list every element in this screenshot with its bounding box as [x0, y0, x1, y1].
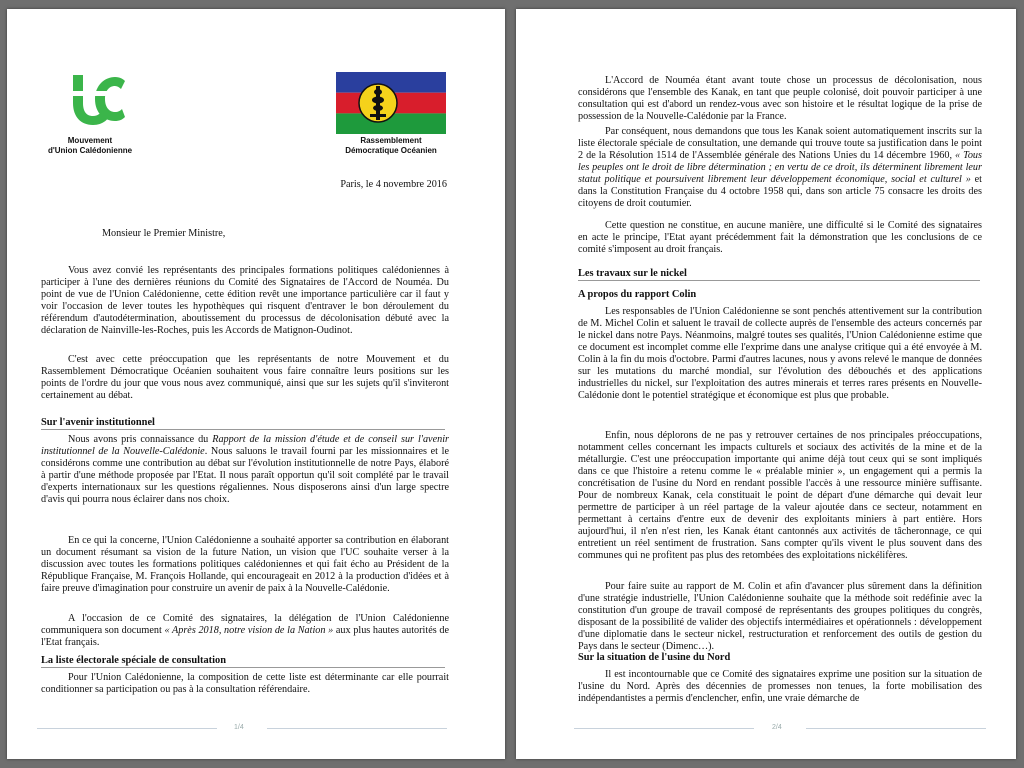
paragraph: Cette question ne constitue, en aucune manière, une difficulté si le Comité des signataires en acte le principe, l'Etat ayant précédemment fait la démonstration que les conclusions de ce comité s'imposent au droit français. [578, 220, 982, 256]
paragraph: Vous avez convié les représentants des principales formations politiques calédoniennes à participer à l'une des dernières réunions du Comité des Signataires de l'Accord de Nouméa. Du point de vue de l'Union Calédonienne, cette édition revêt une importance particulière car il faut y voir l'occasion de lever toutes les hypothèques qui risquent d'entraver le bon déroulement du référendum d'autodétermination, aboutissement du processus de décolonisation débuté avec la déclaration de Nainville-les-Roches, puis les Accords de Matignon-Oudinot. [41, 265, 449, 337]
kanaky-flag [336, 72, 446, 134]
paragraph: L'Accord de Nouméa étant avant toute chose un processus de décolonisation, nous considérons que l'ensemble des Kanak, en tant que peuple colonisé, doit pouvoir participer à une consultation qui est d'abord un rendez-vous avec son histoire et le résultat logique de la prise de possession de la Nouvelle-Calédonie par la France. [578, 75, 982, 123]
paragraph: Les responsables de l'Union Calédonienne se sont penchés attentivement sur la contribution de M. Michel Colin et saluent le travail de collecte auprès de l'ensemble des acteurs concernés par le nickel dans notre Pays. Néanmoins, malgré toutes ses qualités, l'Union Calédonienne estime que ce document est incomplet comme elle l'exprime dans une analyse critique qui a été envoyée à M. Colin à la fin du mois d'octobre. Parmi d'autres lacunes, nous y avons relevé le manque de données sur les mutations du marché mondial, sur l'évolution des débouchés et des applications industrielles du nickel, sur l'exploitation des autres minerais et terres rares présents en Nouvelle-Calédonie dont le potentiel stratégique et économique est plus que probable. [578, 306, 982, 402]
page-number: 1/4 [234, 724, 244, 731]
footer-line [267, 728, 447, 729]
paragraph: C'est avec cette préoccupation que les représentants de notre Mouvement et du Rassemblement Démocratique Océanien souhaitent vous faire connaître leurs positions sur les points de l'ordre du jour que vous nous avez communiqué, ainsi que sur les sujets qu'il s'inviteront certainement au débat. [41, 354, 449, 402]
document-page-2 [516, 9, 1016, 759]
paragraph: Enfin, nous déplorons de ne pas y retrouver certaines de nos principales préoccupations, notamment celles concernant les impacts culturels et sociaux des activités de la mine et de la métallurgie. C'est une préoccupation importante qui anime déjà tout ceux qui se sont impliqués dans ce que l'histoire a retenu comme le « préalable minier », un engagement qui a permis la concrétisation de l'usine du Nord en rendant possible l'accès à une ressource minière suffisante. Pour de nombreux Kanak, cela constituait le point de départ d'une démarche qui devait leur permettre de participer à un réel partage de la valeur ajoutée dans ce secteur, notamment en permettant à certains d'entre eux de devenir des exploitants miniers à part entière. Hors aujourd'hui, il n'en n'est rien, les Kanak étant cantonnés aux activités de tâcheronnage, ce qui entretient un réel sentiment de frustration. Sans compter qu'ils vivent le plus souvent dans des communes qui ne profitent pas plus des retombées des exploitations nickélifères. [578, 430, 982, 562]
heading-rule [41, 667, 445, 668]
letter-date: Paris, le 4 novembre 2016 [340, 179, 447, 190]
document-page-1 [7, 9, 505, 759]
paragraph: A l'occasion de ce Comité des signataires, la délégation de l'Union Calédonienne communiquera son document « Après 2018, notre vision de la Nation » aux plus hautes autorités de l'Etat français. [41, 613, 449, 649]
left-org-name: Mouvement d'Union Calédonienne [47, 136, 133, 155]
heading-rule [41, 429, 445, 430]
subsection-heading: Sur la situation de l'usine du Nord [578, 652, 731, 663]
right-org-name: Rassemblement Démocratique Océanien [345, 136, 437, 155]
paragraph: Pour l'Union Calédonienne, la composition de cette liste est déterminante car elle pourrait conditionner sa participation ou pas à la consultation référendaire. [41, 672, 449, 696]
section-heading: Sur l'avenir institutionnel [41, 417, 155, 428]
footer-line [574, 728, 754, 729]
footer-line [37, 728, 217, 729]
paragraph: Par conséquent, nous demandons que tous les Kanak soient automatiquement inscrits sur la liste électorale spéciale de consultation, une demande qui trouve toute sa justification dans le point 2 de la Résolution 1514 de l'Assemblée générale des Nations Unies du 14 décembre 1960, « Tous les peuples ont le droit de libre détermination ; en vertu de ce droit, ils déterminent librement leur statut politique et poursuivent librement leur développement économique, social et culturel » et dans la Constitution Française du 4 octobre 1958 qui, dans son article 75 consacre les droits des citoyens de droit coutumier. [578, 126, 983, 210]
footer-line [806, 728, 986, 729]
paragraph: Nous avons pris connaissance du Rapport de la mission d'étude et de conseil sur l'avenir institutionnel de la Nouvelle-Calédonie. Nous saluons le travail fourni par les missionnaires et le considérons comme une contribution au débat sur l'évolution institutionnelle de notre Pays, élaboré à partir d'une méthode proposée par l'Etat. Il nous paraît opportun qu'il soit complété par le travail d'experts internationaux sur les questions régaliennes. Nous disposerons ainsi d'un large spectre d'avis qui pourra nous éclairer dans nos choix. [41, 434, 449, 506]
paragraph: En ce qui la concerne, l'Union Calédonienne a souhaité apporter sa contribution en élaborant un document résumant sa vision de la future Nation, un vision que l'UC souhaite verser à la discussion avec toutes les formations politiques calédoniennes et qui fait écho au Président de la République Française, M. François Hollande, qui encourageait en 2012 à la production d'idées et à faire preuve d'imagination pour construire un avenir de paix à la Nouvelle-Calédonie. [41, 535, 449, 595]
paragraph: Il est incontournable que ce Comité des signataires exprime une position sur la situation de l'usine du Nord. Après des décennies de promesses non tenues, la forte mobilisation des indépendantistes a permis d'enclencher, enfin, une vraie démarche de [578, 669, 982, 705]
paragraph: Pour faire suite au rapport de M. Colin et afin d'avancer plus sûrement dans la définition d'une stratégie industrielle, l'Union Calédonienne souhaite que la méthode soit redéfinie avec la constitution d'un groupe de travail composé de représentants des groupes politiques du congrès, disposant de la possibilité de valider des objectifs intermédiaires et opérationnels : développement d'une diplomatie dans le secteur nickel, restructuration et renforcement des outils de gestion du Pays dans le secteur (Dimenc…). [578, 581, 982, 653]
page-number: 2/4 [772, 724, 782, 731]
section-heading: Les travaux sur le nickel [578, 268, 687, 279]
heading-rule [578, 280, 980, 281]
union-caledonienne-logo [59, 71, 127, 129]
salutation: Monsieur le Premier Ministre, [102, 228, 226, 239]
subsection-heading: A propos du rapport Colin [578, 289, 697, 300]
section-heading: La liste électorale spéciale de consultation [41, 655, 226, 666]
